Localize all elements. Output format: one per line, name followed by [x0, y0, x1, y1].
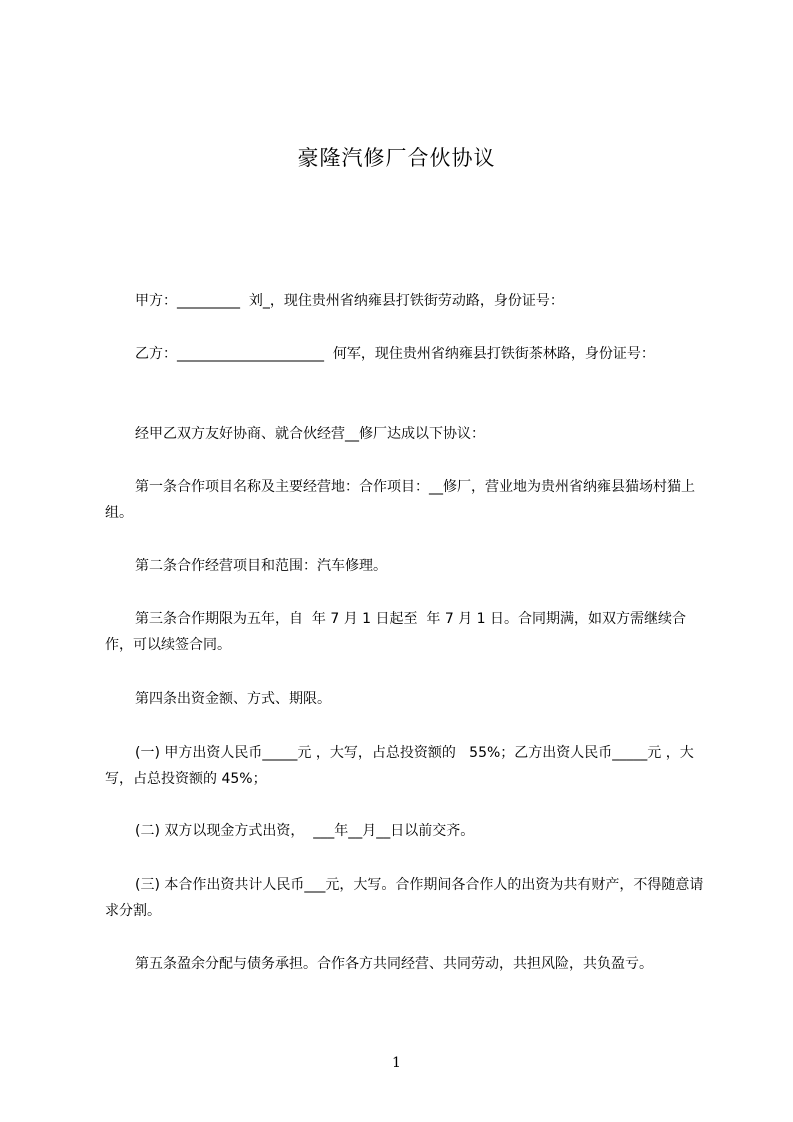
article-1-text: 第一条合作项目名称及主要经营地：合作项目：__修厂，营业地为贵州省纳雍县猫场村猫上组。 [105, 479, 695, 521]
document-title: 豪隆汽修厂合伙协议 [297, 146, 496, 170]
party-a-text: 甲方：_________ 刘_，现住贵州省纳雍县打铁街劳动路，身份证号： [135, 293, 564, 309]
article-4-paragraph [105, 686, 705, 712]
article-4-text: 第四条出资金额、方式、期限。 [135, 691, 331, 707]
article-3-text: 第三条合作期限为五年，自 年 7 月 1 日起至 年 7 月 1 日。合同期满，如双方需继续合作，可以续签合同。 [105, 611, 687, 653]
article-4-clause-1-paragraph [105, 740, 705, 792]
article-2-paragraph [105, 553, 705, 579]
article-4-clause-3-paragraph [105, 872, 705, 924]
article-4-clause-2-paragraph [105, 818, 705, 844]
article-3-paragraph [105, 606, 705, 658]
page-number: 1 [392, 1055, 401, 1071]
agreement-intro-paragraph [105, 421, 705, 447]
article-5-text: 第五条盈余分配与债务承担。合作各方共同经营、共同劳动，共担风险，共负盈亏。 [135, 956, 653, 972]
party-b-text: 乙方：_____________________ 何军，现住贵州省纳雍县打铁街茶林路，身份证号： [135, 346, 655, 362]
party-a-paragraph [105, 288, 705, 314]
article-4-clause-3-text: (三) 本合作出资共计人民币___元，大写。合作期间各合作人的出资为共有财产，不得随意请求分割。 [105, 877, 704, 919]
article-2-text: 第二条合作经营项目和范围：汽车修理。 [135, 558, 387, 574]
party-b-paragraph [105, 341, 705, 367]
article-4-clause-1-text: (一) 甲方出资人民币_____元 ，大写，占总投资额的 55%；乙方出资人民币_____元 ，大写，占总投资额的 45%； [105, 745, 694, 787]
agreement-intro-text: 经甲乙双方友好协商、就合伙经营__修厂达成以下协议： [135, 426, 485, 442]
article-4-clause-2-text: (二) 双方以现金方式出资， ___年__月__日以前交齐。 [135, 823, 475, 839]
article-5-paragraph [105, 951, 705, 977]
article-1-paragraph [105, 474, 705, 526]
